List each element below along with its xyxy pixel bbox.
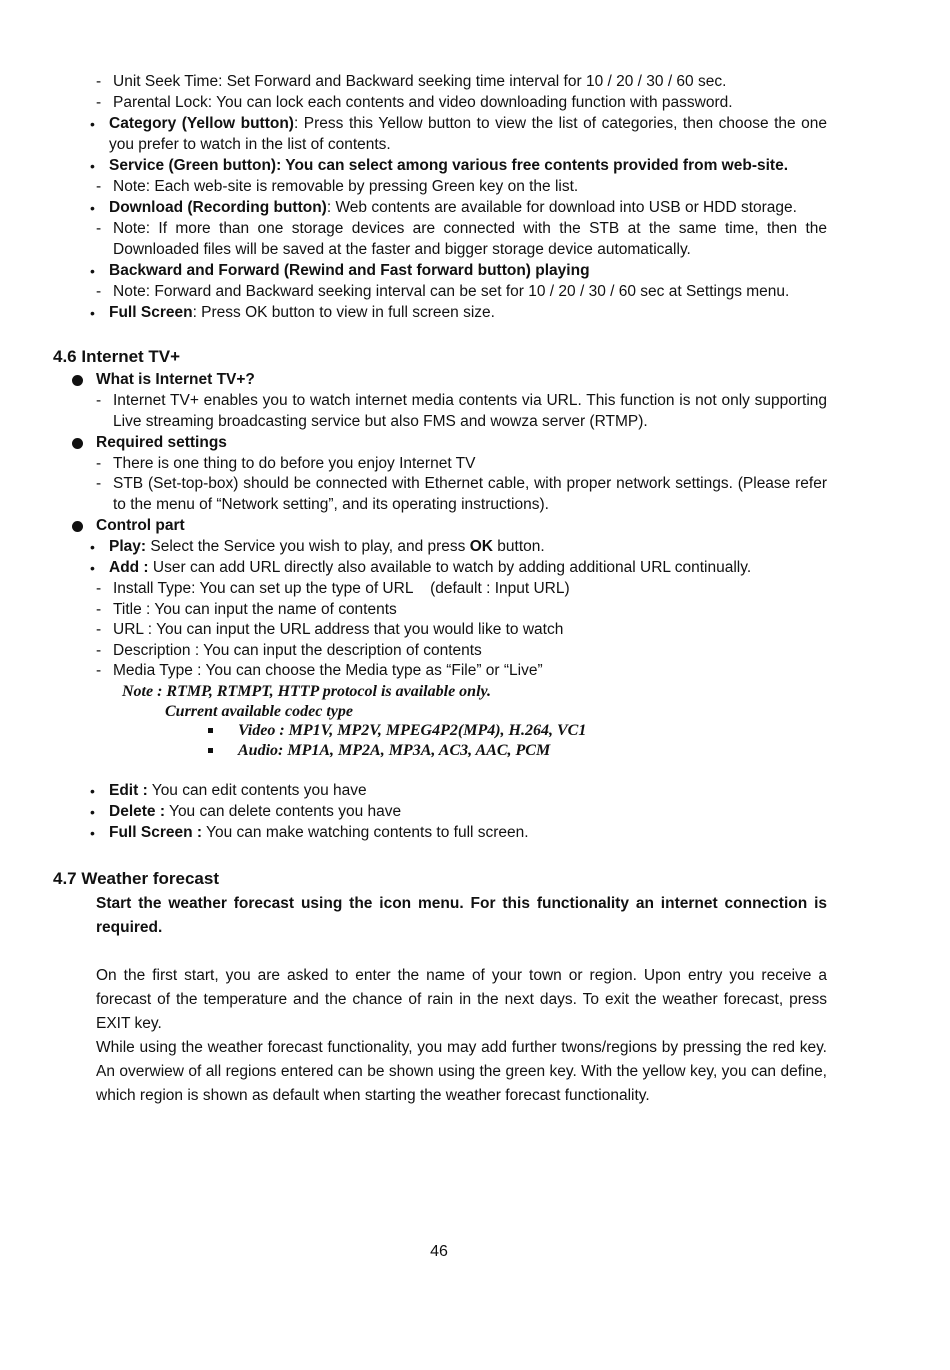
title-text: Title : You can input the name of contents (113, 601, 397, 618)
bullet-dot: • (90, 825, 95, 841)
dash-bullet: - (96, 220, 102, 237)
media-type-text: Media Type : You can choose the Media type as “File” or “Live” (113, 662, 543, 679)
list-item (96, 474, 827, 516)
weather-paragraph-2: While using the weather forecast functionality, you may add further twons/regions by pressing the red key. An overwiew of all regions entered can be shown using the green key. With the yellow key, you can define, which region is shown as default when starting the weather forecast functionality. (96, 1039, 827, 1104)
edit-item (109, 781, 827, 802)
list-item (96, 391, 827, 433)
url-text: URL : You can input the URL address that you would like to watch (113, 621, 564, 638)
download-label: Download (Recording button) (109, 199, 327, 216)
list-item (96, 282, 827, 303)
required-settings-text-2: STB (Set-top-box) should be connected with Ethernet cable, with proper network settings. (Please refer to the menu of “Network setting”, and its operating instructions). (113, 475, 827, 513)
dash-bullet: - (96, 94, 102, 111)
download-item (109, 198, 827, 219)
play-text-end: button. (492, 538, 545, 555)
delete-label: Delete : (109, 803, 165, 820)
codec-heading: Current available codec type (165, 703, 353, 720)
audio-codecs: Audio: MP1A, MP2A, MP3A, AC3, AAC, PCM (238, 742, 551, 759)
list-item (90, 261, 827, 282)
bullet-dot: • (90, 783, 95, 799)
dash-bullet: - (96, 455, 102, 472)
play-item (109, 537, 827, 558)
bullet-dot: • (90, 305, 95, 321)
what-is-text: Internet TV+ enables you to watch internet media contents via URL. This function is not only supporting Live streaming broadcasting service but also FMS and wowza server (RTMP). (113, 392, 827, 430)
delete-item (109, 802, 827, 823)
dash-bullet: - (96, 73, 102, 90)
bullet-dot: • (90, 116, 95, 132)
bullet-dot: • (90, 539, 95, 555)
bullet-circle (72, 375, 83, 386)
parental-lock-text: Parental Lock: You can lock each contents and video downloading function with password. (113, 94, 733, 111)
bullet-dot: • (90, 560, 95, 576)
dash-bullet: - (96, 662, 102, 679)
dash-bullet: - (96, 621, 102, 638)
required-settings-text-1: There is one thing to do before you enjoy Internet TV (113, 455, 476, 472)
video-codecs: Video : MP1V, MP2V, MPEG4P2(MP4), H.264, VC1 (238, 722, 587, 739)
ok-key: OK (469, 538, 493, 555)
bullet-dot: • (90, 200, 95, 216)
required-settings-heading: Required settings (96, 434, 227, 451)
delete-text: You can delete contents you have (165, 803, 402, 820)
service-item: Service (Green button): You can select among various free contents provided from web-site. (109, 157, 788, 174)
service-note: Note: Each web-site is removable by pressing Green key on the list. (113, 178, 579, 195)
list-item (96, 177, 827, 198)
play-text: Select the Service you wish to play, and press (146, 538, 470, 555)
play-label: Play: (109, 538, 147, 555)
bullet-circle (72, 521, 83, 532)
list-item (72, 433, 827, 454)
edit-text: You can edit contents you have (147, 782, 367, 799)
category-item (109, 114, 827, 156)
download-text: : Web contents are available for download into USB or HDD storage. (326, 199, 797, 216)
backward-forward-item: Backward and Forward (Rewind and Fast forward button) playing (109, 262, 590, 279)
list-item (208, 721, 586, 742)
square-bullet (208, 748, 213, 753)
bullet-circle (72, 438, 83, 449)
list-item (90, 558, 827, 579)
add-text: User can add URL directly also available to watch by adding additional URL continually. (148, 559, 752, 576)
unit-seek-time-text: Unit Seek Time: Set Forward and Backward seeking time interval for 10 / 20 / 30 / 60 sec. (113, 73, 727, 90)
list-item (90, 156, 827, 177)
list-item (90, 781, 827, 802)
list-item (90, 303, 827, 324)
full-screen-control-text: You can make watching contents to full screen. (202, 824, 529, 841)
bullet-dot: • (90, 158, 95, 174)
add-item (109, 558, 827, 579)
list-item (90, 823, 827, 844)
bullet-dot: • (90, 263, 95, 279)
category-label: Category (Yellow button) (109, 115, 294, 132)
list-item (96, 72, 827, 93)
weather-paragraph-1: On the first start, you are asked to enter the name of your town or region. Upon entry you receive a forecast of the temperature and the chance of rain in the next days. To exit the weather forecast, press EXIT key. (96, 967, 827, 1032)
install-type-text: Install Type: You can set up the type of URL (default : Input URL) (113, 580, 570, 597)
dash-bullet: - (96, 580, 102, 597)
dash-bullet: - (96, 642, 102, 659)
list-item (96, 454, 827, 475)
list-item (96, 641, 827, 662)
category-text: : Press this Yellow button to view the list of categories, then choose the one you prefer to watch in the list of contents. (109, 115, 827, 153)
list-item (96, 600, 827, 621)
list-item (96, 219, 827, 261)
add-label: Add : (109, 559, 149, 576)
control-part-heading: Control part (96, 517, 185, 534)
what-is-heading: What is Internet TV+? (96, 371, 255, 388)
list-item (90, 537, 827, 558)
list-item (208, 741, 550, 762)
edit-label: Edit : (109, 782, 148, 799)
weather-intro: Start the weather forecast using the icon menu. For this functionality an internet connection is required. (96, 895, 827, 936)
full-screen-control-item (109, 823, 827, 844)
section-heading-4-7: 4.7 Weather forecast (53, 869, 219, 888)
download-note: Note: If more than one storage devices are connected with the STB at the same time, then the Downloaded files will be saved at the faster and bigger storage device automatically. (113, 220, 827, 258)
full-screen-text: : Press OK button to view in full screen size. (192, 304, 495, 321)
dash-bullet: - (96, 283, 102, 300)
page-number: 46 (430, 1243, 448, 1260)
backward-forward-note: Note: Forward and Backward seeking interval can be set for 10 / 20 / 30 / 60 sec at Settings menu. (113, 283, 790, 300)
dash-bullet: - (96, 475, 102, 492)
full-screen-control-label: Full Screen : (109, 824, 203, 841)
dash-bullet: - (96, 601, 102, 618)
list-item (96, 93, 827, 114)
list-item (96, 620, 827, 641)
description-text: Description : You can input the description of contents (113, 642, 482, 659)
protocol-note: Note : RTMP, RTMPT, HTTP protocol is available only. (122, 683, 492, 700)
list-item (96, 579, 827, 600)
list-item (90, 114, 827, 156)
list-item (72, 516, 827, 537)
section-heading-4-6: 4.6 Internet TV+ (53, 347, 181, 366)
full-screen-item (109, 303, 827, 324)
square-bullet (208, 728, 213, 733)
bullet-dot: • (90, 804, 95, 820)
list-item (90, 198, 827, 219)
list-item (96, 661, 827, 682)
dash-bullet: - (96, 392, 102, 409)
list-item (90, 802, 827, 823)
list-item (72, 370, 827, 391)
dash-bullet: - (96, 178, 102, 195)
full-screen-label: Full Screen (109, 304, 193, 321)
